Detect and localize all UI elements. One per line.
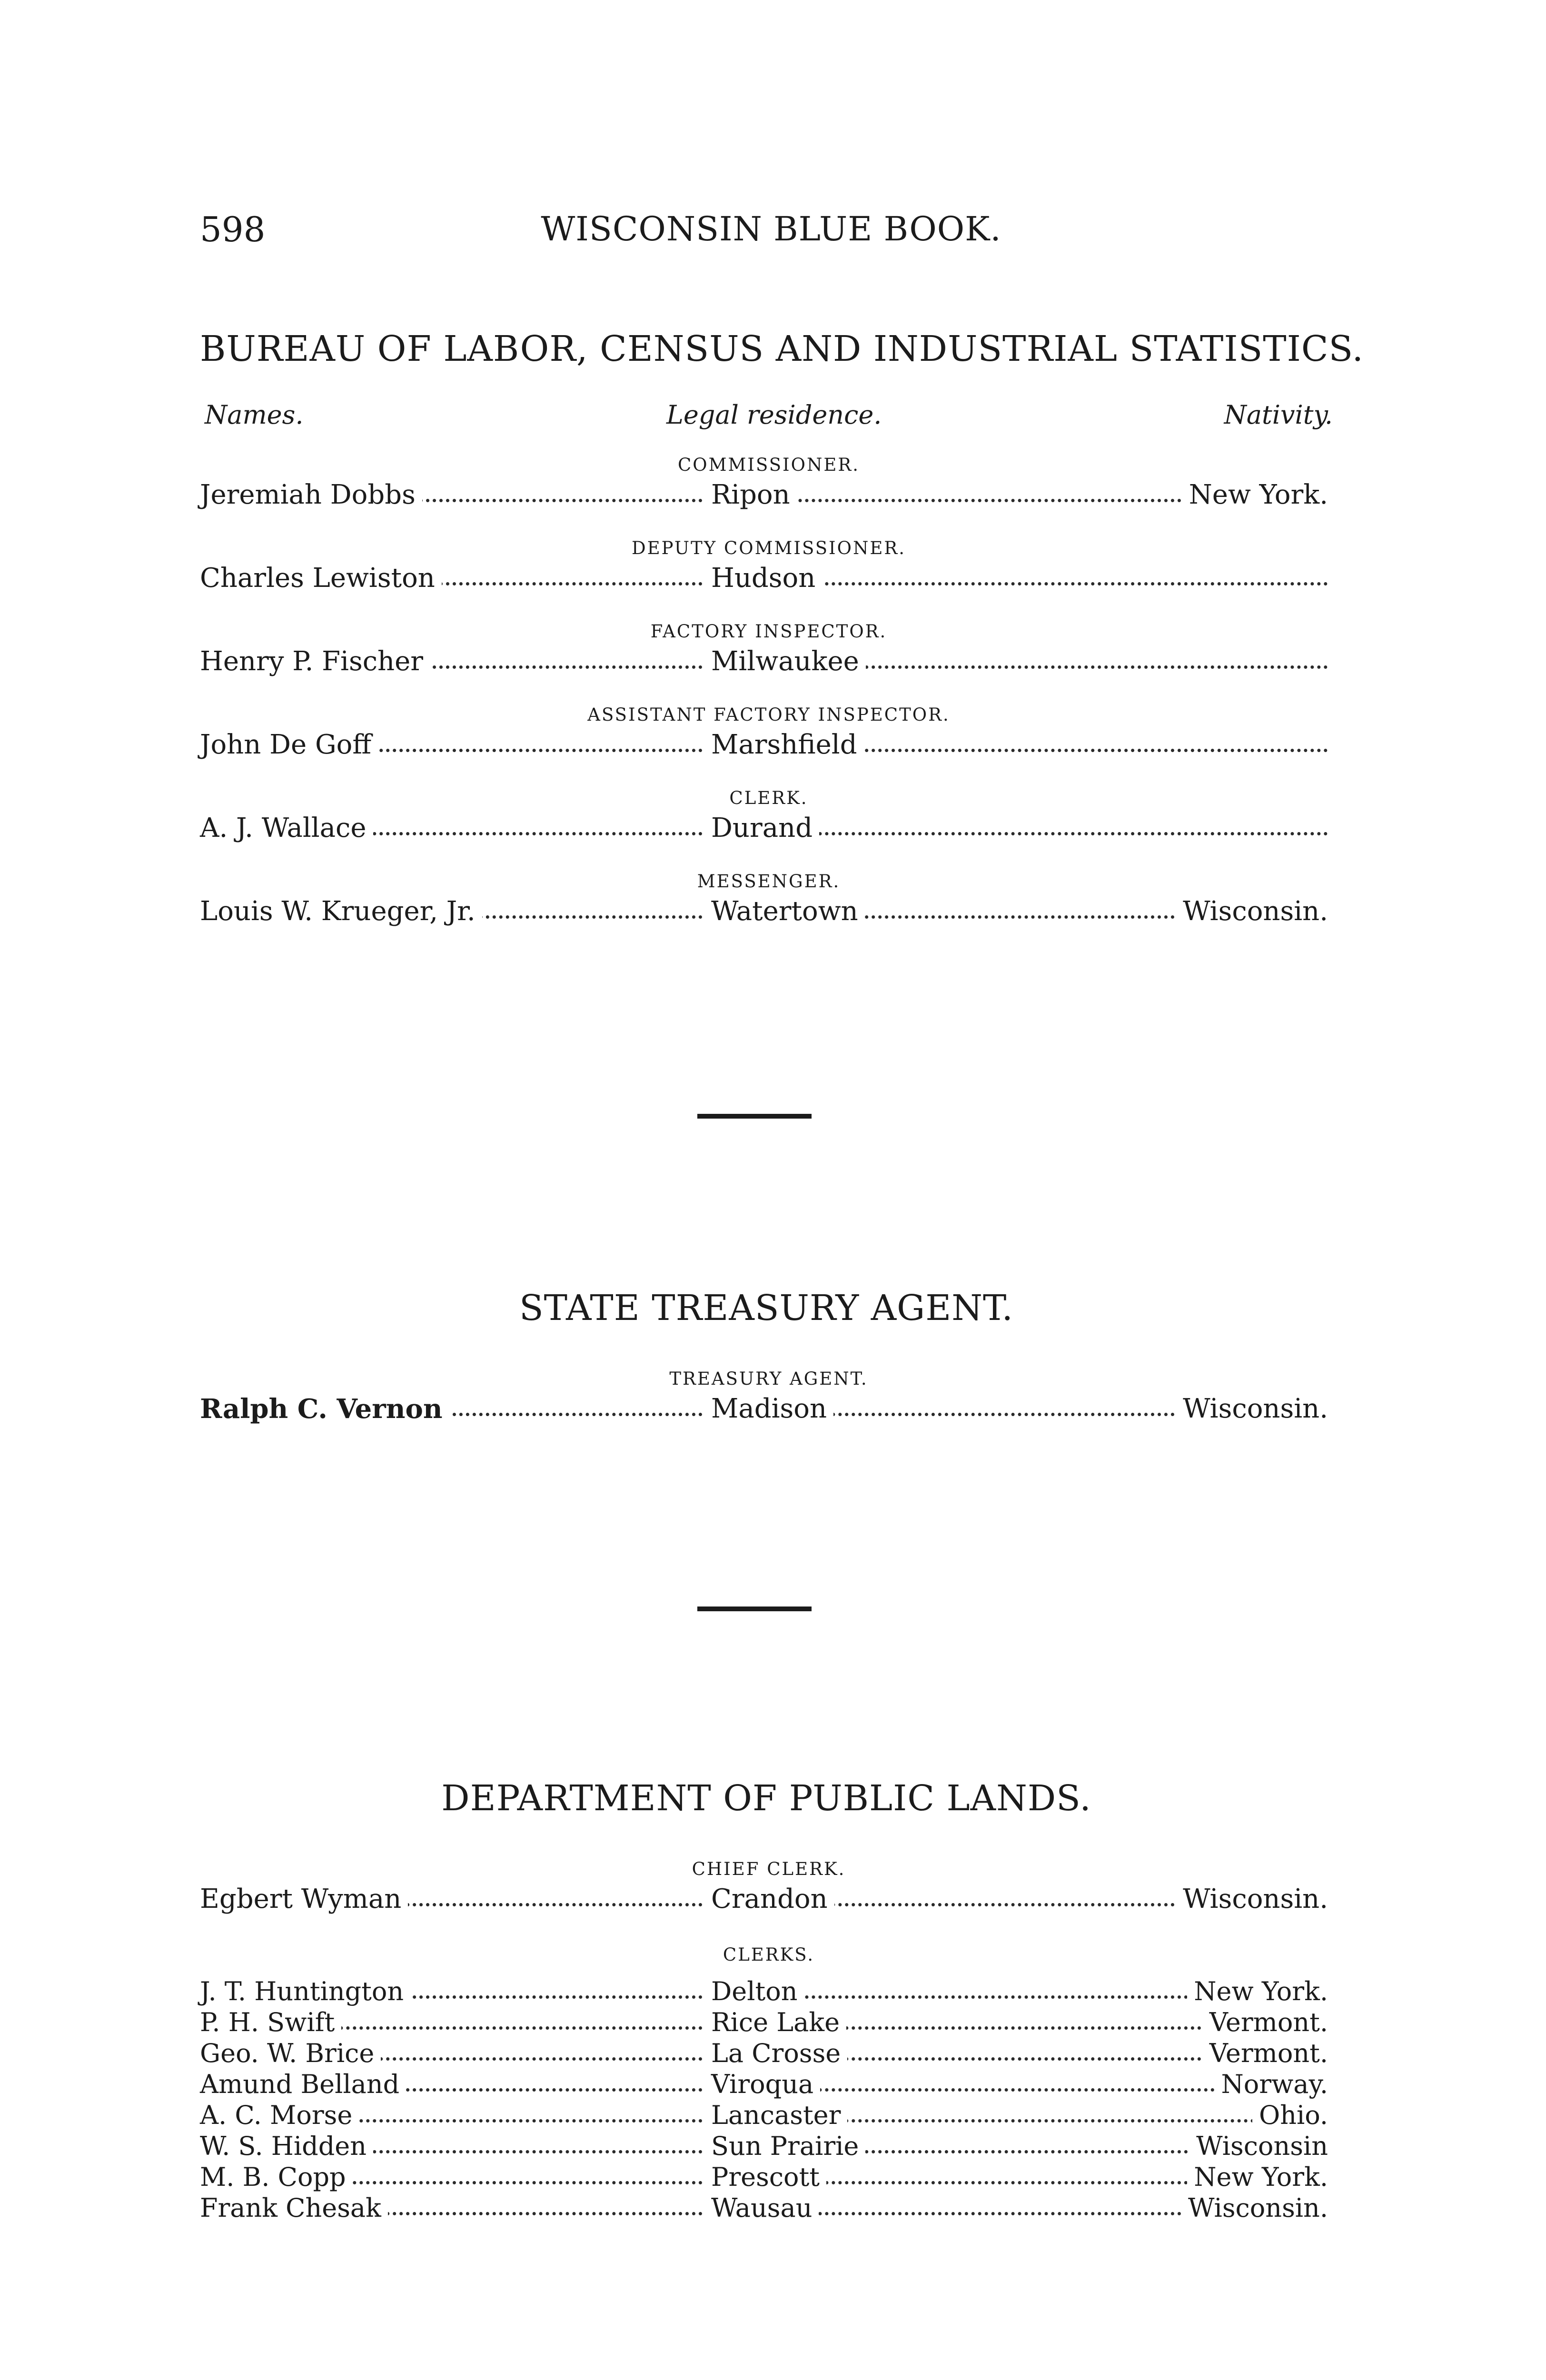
clerk-nativity: Vermont. bbox=[1203, 2007, 1328, 2038]
clerk-residence: Sun Prairie bbox=[704, 2131, 865, 2162]
official-residence: Milwaukee bbox=[704, 645, 866, 678]
clerk-entry bbox=[200, 2100, 1328, 2131]
clerk-entry bbox=[200, 2038, 1328, 2069]
official-entry bbox=[200, 645, 1328, 678]
official-name: Jeremiah Dobbs bbox=[200, 478, 422, 512]
official-residence: Marshfield bbox=[704, 728, 864, 762]
office-label: COMMISSIONER. bbox=[677, 455, 860, 475]
office-label: ASSISTANT FACTORY INSPECTOR. bbox=[587, 704, 950, 725]
office-label: CLERKS. bbox=[723, 1944, 815, 1965]
treasury-section-title: STATE TREASURY AGENT. bbox=[519, 1288, 1014, 1329]
bureau-section-title: BUREAU OF LABOR, CENSUS AND INDUSTRIAL STATISTICS. bbox=[200, 328, 1364, 369]
clerk-name: A. C. Morse bbox=[200, 2100, 359, 2131]
official-entry bbox=[200, 728, 1328, 762]
official-nativity: Wisconsin. bbox=[1176, 1392, 1328, 1426]
office-label: FACTORY INSPECTOR. bbox=[650, 621, 887, 642]
clerk-name: W. S. Hidden bbox=[200, 2131, 373, 2162]
clerk-residence: Delton bbox=[704, 1976, 804, 2007]
public-lands-section-title: DEPARTMENT OF PUBLIC LANDS. bbox=[441, 1778, 1091, 1819]
column-headers bbox=[205, 400, 1333, 433]
official-entry bbox=[200, 562, 1328, 595]
office-label: MESSENGER. bbox=[697, 871, 841, 892]
official-name: John De Goff bbox=[200, 728, 378, 762]
clerk-entry bbox=[200, 2193, 1328, 2223]
clerk-residence: Rice Lake bbox=[704, 2007, 846, 2038]
official-residence: Watertown bbox=[704, 895, 865, 928]
official-name: Henry P. Fischer bbox=[200, 645, 430, 678]
clerk-nativity: New York. bbox=[1187, 1976, 1328, 2007]
official-residence: Madison bbox=[704, 1392, 833, 1426]
clerk-residence: Lancaster bbox=[704, 2100, 847, 2131]
official-entry bbox=[200, 1392, 1328, 1426]
official-residence: Durand bbox=[704, 812, 819, 845]
clerk-nativity: New York. bbox=[1187, 2162, 1328, 2192]
official-name: Ralph C. Vernon bbox=[200, 1392, 449, 1426]
section-divider-rule bbox=[697, 1606, 812, 1611]
clerk-name: Amund Belland bbox=[200, 2069, 406, 2100]
clerk-entry bbox=[200, 2162, 1328, 2192]
official-residence: Hudson bbox=[704, 562, 822, 595]
official-name: Louis W. Krueger, Jr. bbox=[200, 895, 482, 928]
clerk-nativity: Ohio. bbox=[1252, 2100, 1328, 2131]
official-name: A. J. Wallace bbox=[200, 812, 373, 845]
running-head bbox=[200, 209, 1342, 257]
office-label: CHIEF CLERK. bbox=[692, 1859, 846, 1879]
column-header-names: Names. bbox=[205, 400, 304, 430]
official-nativity: Wisconsin. bbox=[1176, 895, 1328, 928]
official-residence: Crandon bbox=[704, 1883, 834, 1916]
clerk-residence: Wausau bbox=[704, 2193, 819, 2223]
official-entry bbox=[200, 478, 1328, 512]
official-entry bbox=[200, 1883, 1328, 1916]
clerk-entry bbox=[200, 2131, 1328, 2162]
office-label: TREASURY AGENT. bbox=[669, 1368, 868, 1389]
clerk-nativity: Wisconsin bbox=[1189, 2131, 1328, 2162]
clerk-nativity: Norway. bbox=[1215, 2069, 1328, 2100]
official-entry bbox=[200, 895, 1328, 928]
clerk-name: Frank Chesak bbox=[200, 2193, 388, 2223]
book-title: WISCONSIN BLUE BOOK. bbox=[541, 209, 1001, 248]
clerk-entry bbox=[200, 2007, 1328, 2038]
clerk-residence: Prescott bbox=[704, 2162, 826, 2192]
office-label: DEPUTY COMMISSIONER. bbox=[632, 538, 906, 558]
clerk-entry bbox=[200, 2069, 1328, 2100]
official-nativity: New York. bbox=[1182, 478, 1328, 512]
clerk-entry bbox=[200, 1976, 1328, 2007]
clerk-name: P. H. Swift bbox=[200, 2007, 341, 2038]
section-divider-rule bbox=[697, 1114, 812, 1119]
clerk-name: M. B. Copp bbox=[200, 2162, 353, 2192]
column-header-residence: Legal residence. bbox=[666, 400, 882, 430]
office-label: CLERK. bbox=[729, 788, 808, 808]
page-number: 598 bbox=[200, 209, 266, 249]
official-name: Egbert Wyman bbox=[200, 1883, 408, 1916]
official-entry bbox=[200, 812, 1328, 845]
clerk-residence: La Crosse bbox=[704, 2038, 847, 2069]
clerk-residence: Viroqua bbox=[704, 2069, 820, 2100]
official-name: Charles Lewiston bbox=[200, 562, 442, 595]
official-residence: Ripon bbox=[704, 478, 797, 512]
clerk-nativity: Vermont. bbox=[1203, 2038, 1328, 2069]
clerk-nativity: Wisconsin. bbox=[1181, 2193, 1328, 2223]
official-nativity: Wisconsin. bbox=[1176, 1883, 1328, 1916]
clerk-name: J. T. Huntington bbox=[200, 1976, 410, 2007]
clerk-name: Geo. W. Brice bbox=[200, 2038, 381, 2069]
column-header-nativity: Nativity. bbox=[1224, 400, 1333, 430]
